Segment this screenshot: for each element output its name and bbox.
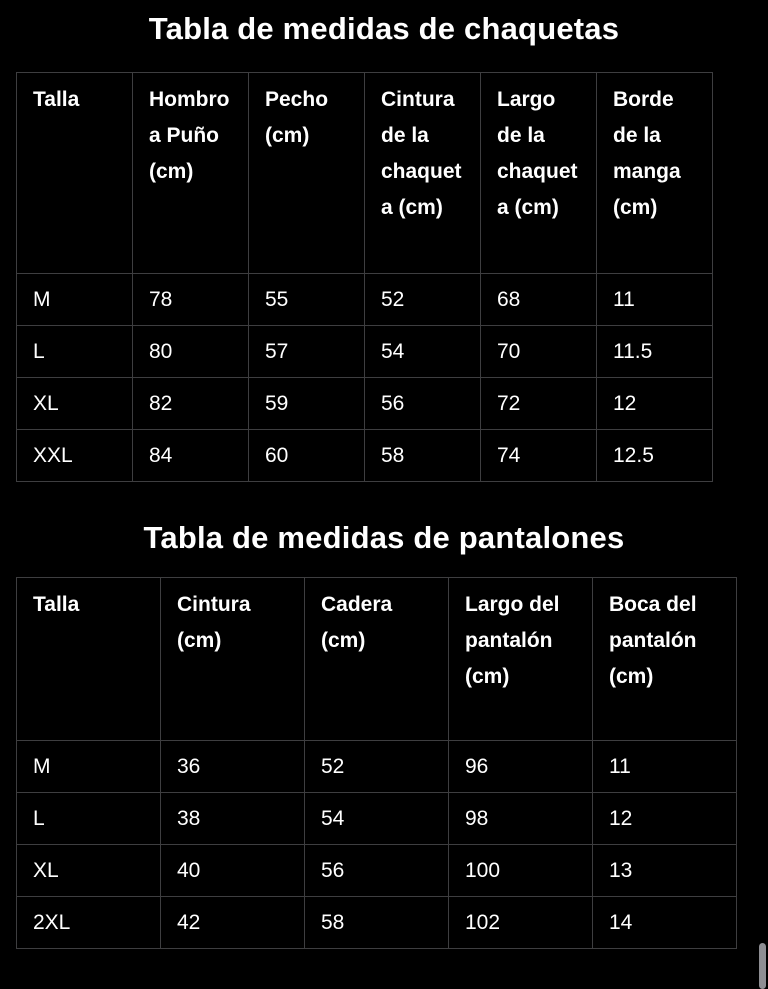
data-cell: 98 [449, 793, 593, 845]
header-row [17, 73, 713, 274]
header-cell-largo-chaqueta: Largo de la chaqueta (cm) [481, 73, 597, 274]
data-cell: 52 [365, 274, 481, 326]
data-cell: 80 [133, 326, 249, 378]
data-cell: 82 [133, 378, 249, 430]
data-cell: 96 [449, 741, 593, 793]
vertical-scrollbar-thumb[interactable] [759, 943, 766, 989]
data-cell: 38 [161, 793, 305, 845]
table-row [17, 897, 737, 949]
table-row [17, 793, 737, 845]
data-cell: 55 [249, 274, 365, 326]
header-row [17, 578, 737, 741]
data-cell: 36 [161, 741, 305, 793]
data-cell: 74 [481, 430, 597, 482]
table-row [17, 845, 737, 897]
data-cell: 13 [593, 845, 737, 897]
size-cell: XL [17, 378, 133, 430]
data-cell: 102 [449, 897, 593, 949]
size-cell: M [17, 274, 133, 326]
size-cell: XL [17, 845, 161, 897]
data-cell: 11 [597, 274, 713, 326]
size-cell: XXL [17, 430, 133, 482]
data-cell: 58 [305, 897, 449, 949]
size-cell: 2XL [17, 897, 161, 949]
jackets-table-header [17, 73, 713, 274]
table-row [17, 274, 713, 326]
size-cell: L [17, 326, 133, 378]
table-row [17, 430, 713, 482]
header-cell-talla: Talla [17, 73, 133, 274]
data-cell: 60 [249, 430, 365, 482]
data-cell: 40 [161, 845, 305, 897]
data-cell: 57 [249, 326, 365, 378]
data-cell: 42 [161, 897, 305, 949]
header-cell-cintura-chaqueta: Cintura de la chaqueta (cm) [365, 73, 481, 274]
data-cell: 52 [305, 741, 449, 793]
header-cell-hombro-a-puno: Hombro a Puño (cm) [133, 73, 249, 274]
table-row [17, 326, 713, 378]
data-cell: 59 [249, 378, 365, 430]
data-cell: 11 [593, 741, 737, 793]
header-cell-largo-pantalon: Largo del pantalón (cm) [449, 578, 593, 741]
header-cell-boca-pantalon: Boca del pantalón (cm) [593, 578, 737, 741]
data-cell: 12.5 [597, 430, 713, 482]
data-cell: 58 [365, 430, 481, 482]
header-cell-talla: Talla [17, 578, 161, 741]
pants-table-header [17, 578, 737, 741]
jackets-size-table [16, 72, 713, 482]
data-cell: 84 [133, 430, 249, 482]
header-cell-pecho: Pecho (cm) [249, 73, 365, 274]
data-cell: 12 [597, 378, 713, 430]
pants-size-table [16, 577, 737, 949]
data-cell: 56 [365, 378, 481, 430]
pants-table-body [17, 741, 737, 949]
header-cell-cadera: Cadera (cm) [305, 578, 449, 741]
data-cell: 78 [133, 274, 249, 326]
size-cell: M [17, 741, 161, 793]
table-row [17, 378, 713, 430]
data-cell: 54 [365, 326, 481, 378]
header-cell-cintura: Cintura (cm) [161, 578, 305, 741]
data-cell: 11.5 [597, 326, 713, 378]
data-cell: 70 [481, 326, 597, 378]
data-cell: 100 [449, 845, 593, 897]
pants-table-title: Tabla de medidas de pantalones [143, 520, 625, 555]
size-cell: L [17, 793, 161, 845]
data-cell: 14 [593, 897, 737, 949]
header-cell-borde-manga: Borde de la manga (cm) [597, 73, 713, 274]
table-row [17, 741, 737, 793]
data-cell: 54 [305, 793, 449, 845]
data-cell: 56 [305, 845, 449, 897]
jackets-table-title: Tabla de medidas de chaquetas [148, 11, 620, 46]
data-cell: 12 [593, 793, 737, 845]
data-cell: 68 [481, 274, 597, 326]
data-cell: 72 [481, 378, 597, 430]
jackets-table-body [17, 274, 713, 482]
